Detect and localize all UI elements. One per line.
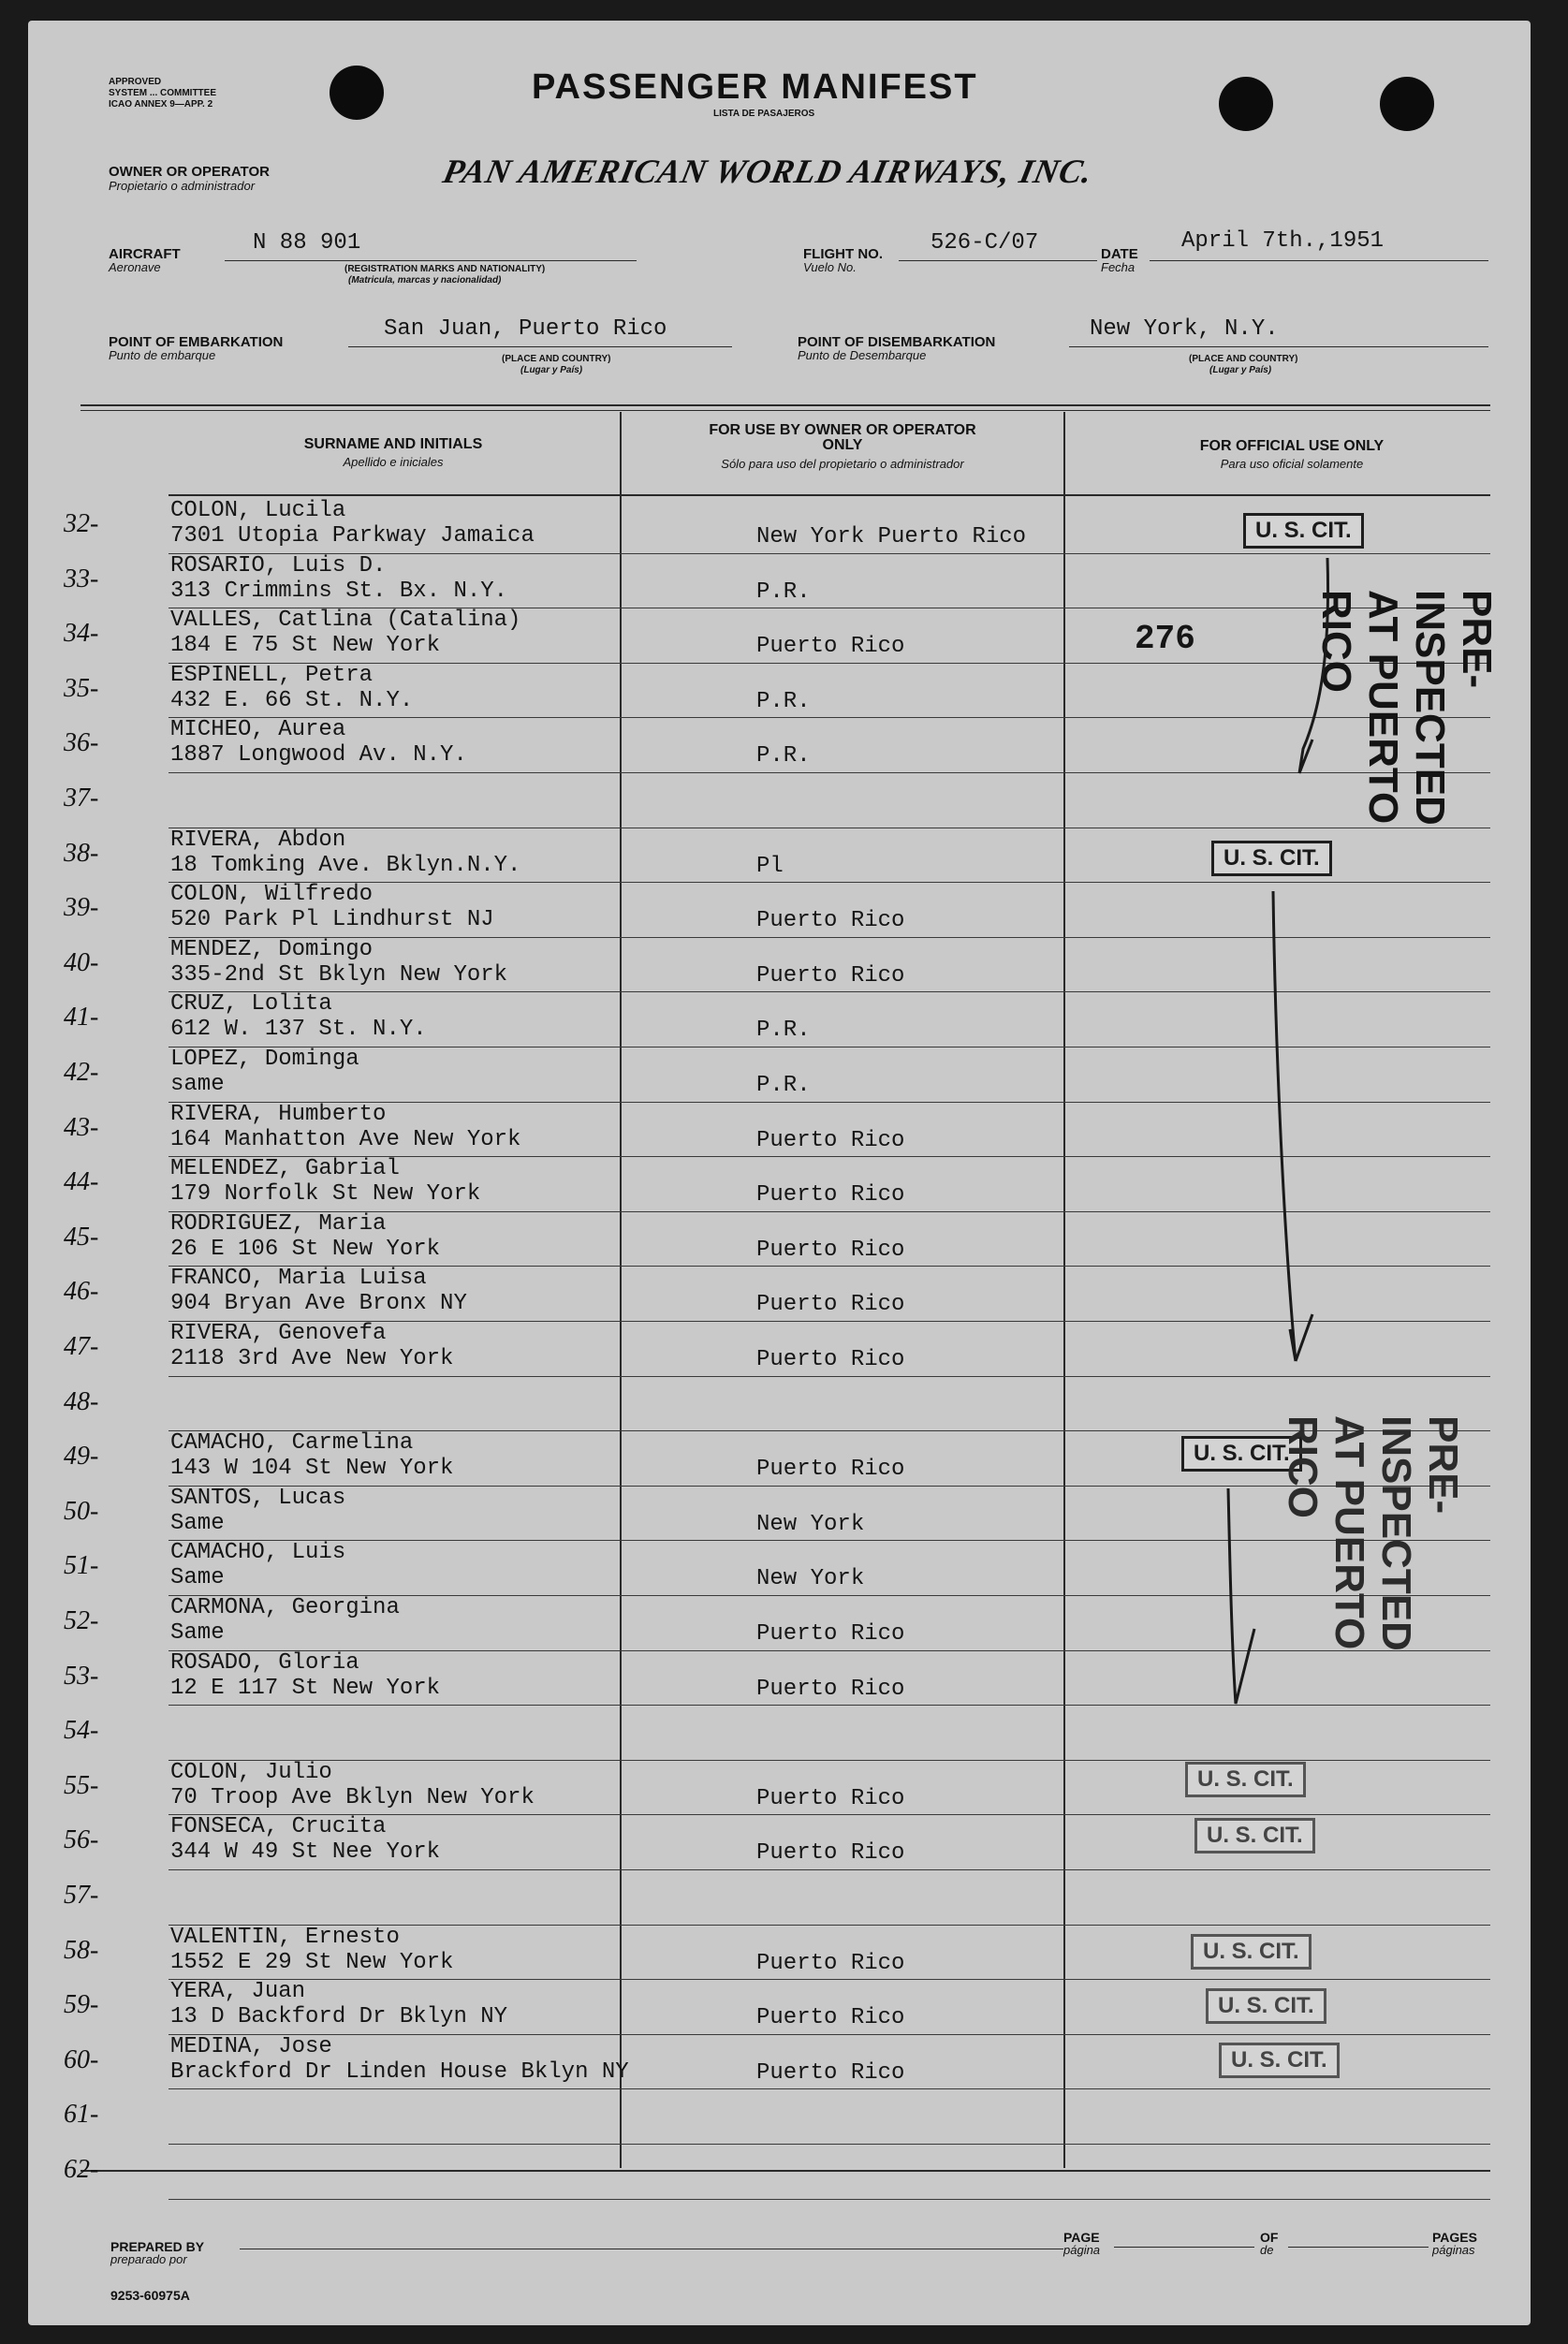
passenger-name: CRUZ, Lolita xyxy=(170,991,332,1017)
passenger-address: 12 E 117 St New York xyxy=(170,1676,441,1701)
row-number: 35- xyxy=(64,674,99,703)
col-header-official-es: Para uso oficial solamente xyxy=(1220,457,1364,471)
passenger-address: 1552 E 29 St New York xyxy=(170,1950,454,1975)
operator-entry: Puerto Rico xyxy=(756,1457,905,1482)
column-divider xyxy=(620,412,622,2168)
page-title: PASSENGER MANIFEST xyxy=(532,67,978,107)
punch-hole xyxy=(1219,77,1273,131)
passenger-name: MEDINA, Jose xyxy=(170,2034,332,2059)
registration-note: (REGISTRATION MARKS AND NATIONALITY) xyxy=(344,264,546,274)
embark-label-es: Punto de embarque xyxy=(109,348,216,362)
passenger-address: 432 E. 66 St. N.Y. xyxy=(170,688,414,713)
passenger-name: MELENDEZ, Gabrial xyxy=(170,1156,400,1181)
row-number: 41- xyxy=(64,1003,99,1032)
page-label: PAGE xyxy=(1063,2230,1100,2245)
disembark-place-note: (PLACE AND COUNTRY) xyxy=(1189,354,1298,364)
disembark-underline xyxy=(1069,346,1488,347)
operator-entry: Puerto Rico xyxy=(756,908,905,933)
date-value: April 7th.,1951 xyxy=(1181,228,1385,254)
operator-entry: Puerto Rico xyxy=(756,634,905,659)
operator-entry: Puerto Rico xyxy=(756,2005,905,2030)
passenger-address: Same xyxy=(170,1565,225,1590)
disembark-place-note-es: (Lugar y País) xyxy=(1209,365,1272,375)
row-rule xyxy=(169,1376,1490,1377)
pre-inspected-stamp: PRE-INSPECTED AT PUERTO RICO xyxy=(1280,1415,1466,1651)
aircraft-value: N 88 901 xyxy=(253,230,361,256)
row-number: 57- xyxy=(64,1881,99,1910)
airline-name: PAN AMERICAN WORLD AIRWAYS, INC. xyxy=(439,153,1097,190)
row-number: 53- xyxy=(64,1662,99,1691)
us-cit-stamp: U. S. CIT. xyxy=(1191,1934,1312,1970)
page-title-es: LISTA DE PASAJEROS xyxy=(713,109,815,119)
aircraft-underline xyxy=(225,260,637,261)
aircraft-label-es: Aeronave xyxy=(109,260,161,274)
us-cit-stamp: U. S. CIT. xyxy=(1194,1818,1315,1853)
passenger-address: 335-2nd St Bklyn New York xyxy=(170,962,508,988)
table-bottom-rule xyxy=(81,2170,1490,2172)
pages-label: PAGES xyxy=(1432,2230,1477,2245)
passenger-name: VALLES, Catlina (Catalina) xyxy=(170,608,521,633)
page-line xyxy=(1114,2247,1254,2248)
approval-line: SYSTEM ... COMMITTEE xyxy=(109,88,217,98)
owner-label: OWNER OR OPERATOR xyxy=(109,164,270,180)
passenger-name: FRANCO, Maria Luisa xyxy=(170,1266,427,1291)
passenger-name: ROSADO, Gloria xyxy=(170,1650,359,1676)
operator-entry: P.R. xyxy=(756,1018,811,1043)
passenger-name: CARMONA, Georgina xyxy=(170,1595,400,1620)
passenger-name: LOPEZ, Dominga xyxy=(170,1047,359,1072)
passenger-address: 184 E 75 St New York xyxy=(170,633,441,658)
passenger-name: CAMACHO, Carmelina xyxy=(170,1430,414,1456)
row-number: 46- xyxy=(64,1277,99,1306)
col-header-surname: SURNAME AND INITIALS xyxy=(303,436,483,452)
table-top-rule xyxy=(81,410,1490,411)
operator-entry: New York Puerto Rico xyxy=(756,524,1027,549)
passenger-name: VALENTIN, Ernesto xyxy=(170,1925,400,1950)
operator-entry: Puerto Rico xyxy=(756,963,905,989)
punch-hole xyxy=(330,66,384,120)
us-cit-stamp: U. S. CIT. xyxy=(1219,2043,1340,2078)
operator-entry: P.R. xyxy=(756,689,811,714)
row-rule xyxy=(169,2088,1490,2089)
row-rule xyxy=(169,1760,1490,1761)
operator-entry: Puerto Rico xyxy=(756,1238,905,1263)
embark-label: POINT OF EMBARKATION xyxy=(109,334,284,350)
passenger-name: COLON, Wilfredo xyxy=(170,882,374,907)
flight-value: 526-C/07 xyxy=(931,230,1039,256)
of-label: OF xyxy=(1260,2230,1279,2245)
prepared-by-label: PREPARED BY xyxy=(110,2239,205,2254)
row-rule xyxy=(169,2144,1490,2145)
pre-inspected-stamp: PRE-INSPECTED AT PUERTO RICO xyxy=(1313,590,1500,826)
passenger-name: CAMACHO, Luis xyxy=(170,1540,346,1565)
row-number: 58- xyxy=(64,1936,99,1965)
passenger-name: RIVERA, Genovefa xyxy=(170,1321,387,1346)
passenger-address: 13 D Backford Dr Bklyn NY xyxy=(170,2004,508,2029)
passenger-address: Same xyxy=(170,1620,225,1646)
passenger-address: 7301 Utopia Parkway Jamaica xyxy=(170,523,535,549)
us-cit-stamp: U. S. CIT. xyxy=(1206,1988,1326,2024)
passenger-address: 18 Tomking Ave. Bklyn.N.Y. xyxy=(170,853,521,878)
passenger-address: 2118 3rd Ave New York xyxy=(170,1346,454,1371)
date-label-es: Fecha xyxy=(1101,260,1136,274)
row-number: 61- xyxy=(64,2100,99,2129)
operator-entry: New York xyxy=(756,1512,865,1537)
of-label-es: de xyxy=(1260,2243,1274,2257)
row-number: 55- xyxy=(64,1771,99,1800)
passenger-address: 520 Park Pl Lindhurst NJ xyxy=(170,907,494,932)
passenger-address: 164 Manhatton Ave New York xyxy=(170,1127,521,1152)
row-number: 36- xyxy=(64,728,99,757)
row-number: 54- xyxy=(64,1716,99,1745)
passenger-address: 179 Norfolk St New York xyxy=(170,1181,481,1207)
row-number: 56- xyxy=(64,1825,99,1854)
row-rule xyxy=(169,2034,1490,2035)
row-number: 32- xyxy=(64,509,99,538)
page-label-es: página xyxy=(1063,2243,1101,2257)
column-divider xyxy=(1063,412,1065,2168)
punch-hole xyxy=(1380,77,1434,131)
row-number: 37- xyxy=(64,784,99,813)
passenger-name: RODRIGUEZ, Maria xyxy=(170,1211,387,1237)
row-number: 51- xyxy=(64,1551,99,1580)
embark-place-note-es: (Lugar y País) xyxy=(520,365,583,375)
passenger-name: FONSECA, Crucita xyxy=(170,1814,387,1839)
passenger-address: 143 W 104 St New York xyxy=(170,1456,454,1481)
passenger-name: MENDEZ, Domingo xyxy=(170,937,374,962)
operator-entry: P.R. xyxy=(756,1073,811,1098)
operator-entry: P.R. xyxy=(756,579,811,605)
disembark-label-es: Punto de Desembarque xyxy=(798,348,927,362)
operator-entry: Puerto Rico xyxy=(756,1840,905,1866)
row-number: 50- xyxy=(64,1497,99,1526)
official-number: 276 xyxy=(1135,620,1195,658)
operator-entry: Pl xyxy=(756,854,784,879)
registration-note-es: (Matricula, marcas y nacionalidad) xyxy=(348,275,502,286)
table-header-rule xyxy=(169,494,1490,496)
passenger-address: 1887 Longwood Av. N.Y. xyxy=(170,742,467,768)
passenger-name: ESPINELL, Petra xyxy=(170,663,374,688)
row-number: 49- xyxy=(64,1442,99,1471)
table-top-rule xyxy=(81,404,1490,406)
operator-entry: Puerto Rico xyxy=(756,1786,905,1811)
passenger-address: 26 E 106 St New York xyxy=(170,1237,441,1262)
operator-entry: Puerto Rico xyxy=(756,2060,905,2086)
date-underline xyxy=(1150,260,1488,261)
row-number: 62- xyxy=(64,2155,99,2184)
row-number: 40- xyxy=(64,948,99,977)
row-number: 59- xyxy=(64,1990,99,2019)
passenger-address: same xyxy=(170,1072,225,1097)
passenger-name: MICHEO, Aurea xyxy=(170,717,346,742)
us-cit-stamp: U. S. CIT. xyxy=(1211,841,1332,876)
row-rule xyxy=(169,1705,1490,1706)
passenger-address: Same xyxy=(170,1511,225,1536)
row-number: 42- xyxy=(64,1058,99,1087)
passenger-name: RIVERA, Humberto xyxy=(170,1102,387,1127)
row-number: 45- xyxy=(64,1223,99,1252)
passenger-name: COLON, Lucila xyxy=(170,498,346,523)
row-rule xyxy=(169,991,1490,992)
passenger-address: 612 W. 137 St. N.Y. xyxy=(170,1017,427,1042)
col-header-surname-es: Apellido e iniciales xyxy=(343,455,444,469)
passenger-address: 70 Troop Ave Bklyn New York xyxy=(170,1785,535,1810)
row-number: 33- xyxy=(64,564,99,593)
us-cit-stamp: U. S. CIT. xyxy=(1243,513,1364,549)
approval-line: APPROVED xyxy=(109,77,162,87)
operator-entry: Puerto Rico xyxy=(756,1951,905,1976)
row-number: 60- xyxy=(64,2045,99,2074)
us-cit-stamp: U. S. CIT. xyxy=(1181,1436,1302,1472)
aircraft-label: AIRCRAFT xyxy=(109,246,181,262)
row-number: 44- xyxy=(64,1167,99,1196)
passenger-name: ROSARIO, Luis D. xyxy=(170,553,387,579)
operator-entry: Puerto Rico xyxy=(756,1621,905,1647)
embark-underline xyxy=(348,346,732,347)
row-rule xyxy=(169,2199,1490,2200)
operator-entry: Puerto Rico xyxy=(756,1292,905,1317)
row-number: 34- xyxy=(64,619,99,648)
passenger-address: 313 Crimmins St. Bx. N.Y. xyxy=(170,579,508,604)
disembark-label: POINT OF DISEMBARKATION xyxy=(798,334,996,350)
flight-label: FLIGHT NO. xyxy=(803,246,883,262)
col-header-operator: FOR USE BY OWNER OR OPERATOR ONLY xyxy=(709,422,976,453)
operator-entry: P.R. xyxy=(756,743,811,769)
us-cit-stamp: U. S. CIT. xyxy=(1185,1762,1306,1797)
row-rule xyxy=(169,1869,1490,1870)
row-rule xyxy=(169,772,1490,773)
operator-entry: Puerto Rico xyxy=(756,1347,905,1372)
passenger-name: COLON, Julio xyxy=(170,1760,332,1785)
flight-label-es: Vuelo No. xyxy=(803,260,857,274)
operator-entry: New York xyxy=(756,1566,865,1591)
passenger-address: 904 Bryan Ave Bronx NY xyxy=(170,1291,467,1316)
of-line xyxy=(1288,2247,1429,2248)
passenger-name: YERA, Juan xyxy=(170,1979,306,2004)
passenger-name: SANTOS, Lucas xyxy=(170,1486,346,1511)
passenger-address: Brackford Dr Linden House Bklyn NY xyxy=(170,2059,629,2085)
row-rule xyxy=(169,717,1490,718)
passenger-name: RIVERA, Abdon xyxy=(170,828,346,853)
form-code: 9253-60975A xyxy=(110,2288,190,2303)
row-number: 38- xyxy=(64,839,99,868)
row-number: 48- xyxy=(64,1387,99,1416)
date-label: DATE xyxy=(1101,246,1138,262)
pages-label-es: páginas xyxy=(1432,2243,1475,2257)
approval-line: ICAO ANNEX 9—APP. 2 xyxy=(109,99,213,110)
col-header-official: FOR OFFICIAL USE ONLY xyxy=(1199,438,1385,454)
row-number: 47- xyxy=(64,1332,99,1361)
operator-entry: Puerto Rico xyxy=(756,1182,905,1208)
flight-underline xyxy=(899,260,1097,261)
disembark-value: New York, N.Y. xyxy=(1090,316,1279,342)
passenger-address: 344 W 49 St Nee York xyxy=(170,1839,441,1865)
owner-label-es: Propietario o administrador xyxy=(109,179,256,193)
embark-value: San Juan, Puerto Rico xyxy=(384,316,667,342)
operator-entry: Puerto Rico xyxy=(756,1128,905,1153)
row-number: 52- xyxy=(64,1606,99,1635)
row-number: 39- xyxy=(64,893,99,922)
operator-entry: Puerto Rico xyxy=(756,1677,905,1702)
prepared-by-label-es: preparado por xyxy=(110,2252,187,2266)
row-number: 43- xyxy=(64,1113,99,1142)
embark-place-note: (PLACE AND COUNTRY) xyxy=(502,354,611,364)
col-header-operator-es: Sólo para uso del propietario o administrador xyxy=(721,457,964,471)
row-rule xyxy=(169,1979,1490,1980)
